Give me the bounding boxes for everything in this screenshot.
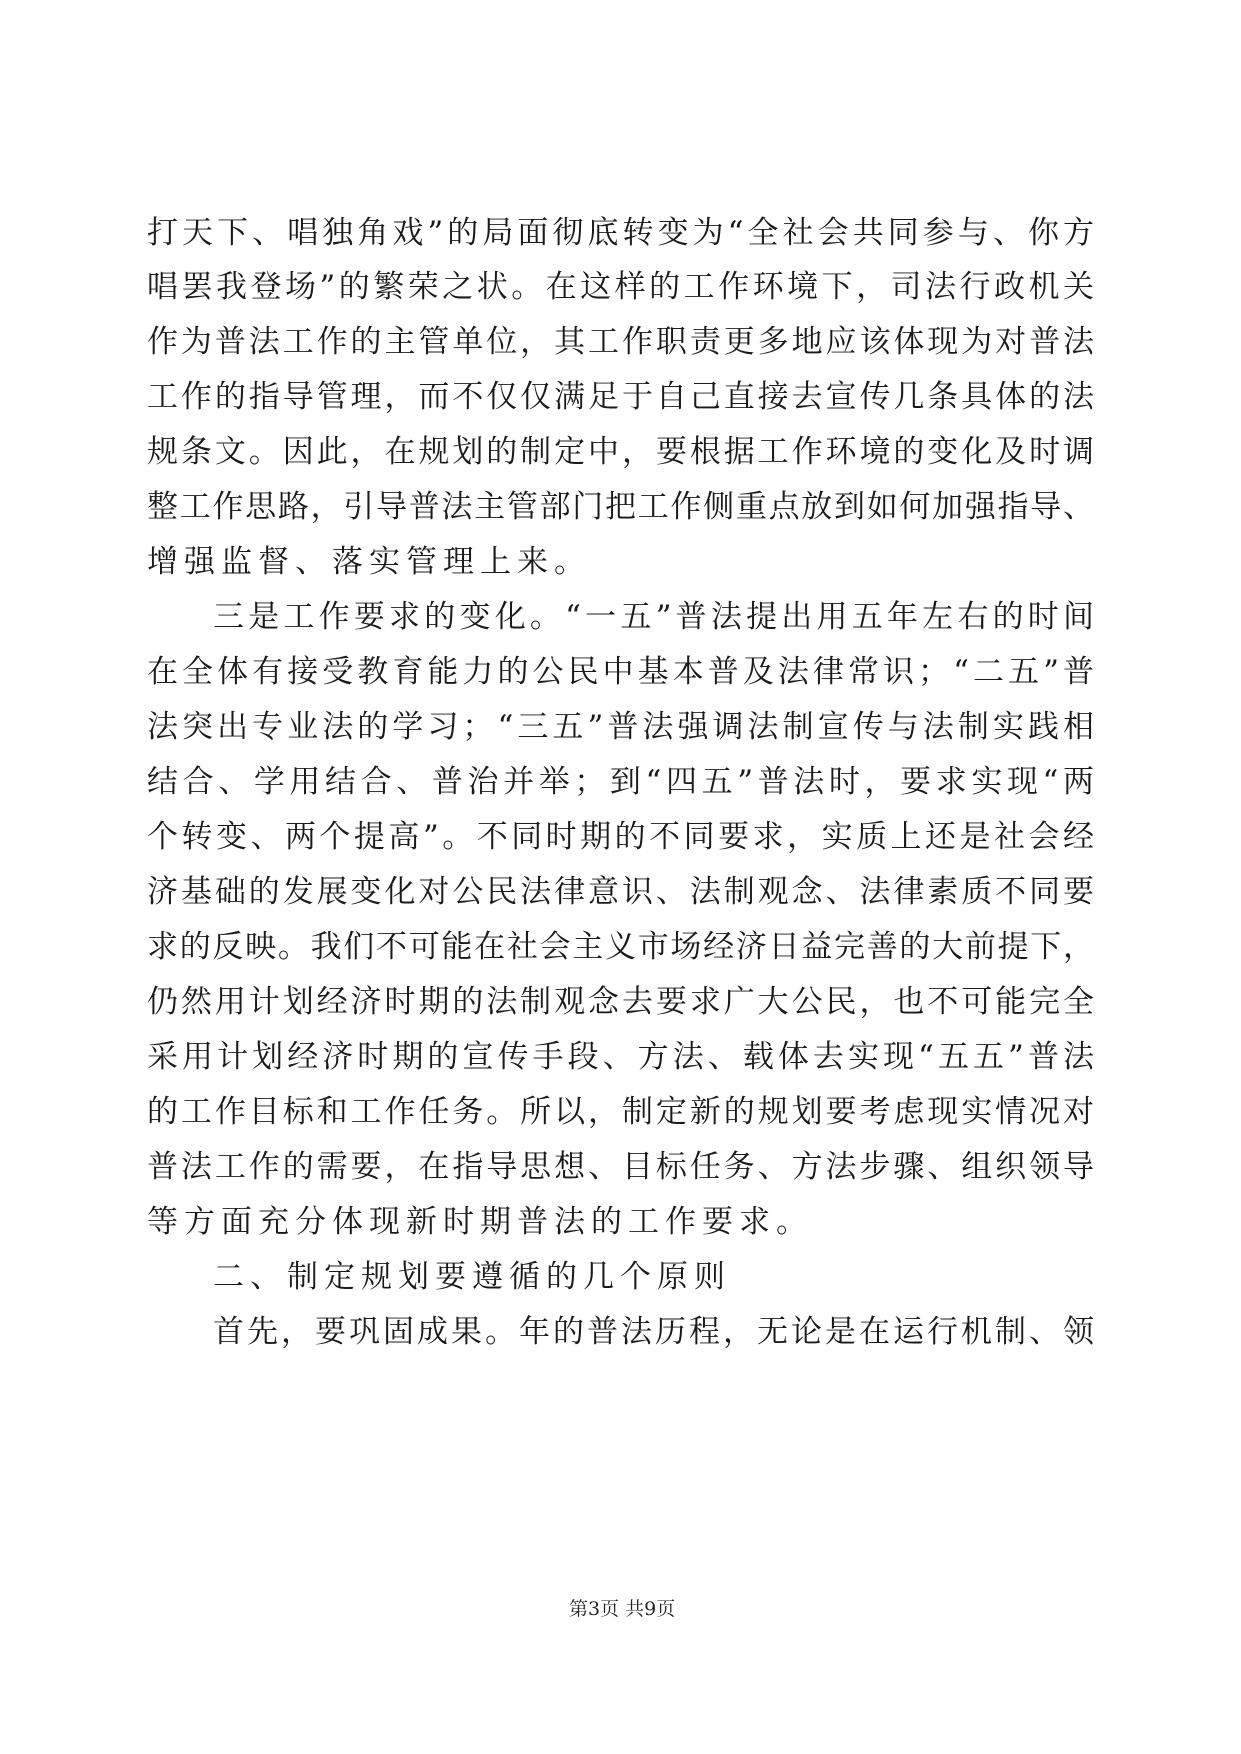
page-footer: 第3页 共9页 bbox=[569, 1598, 676, 1620]
text-line-11: 结合、学用结合、普治并举；到“四五”普法时，要求实现“两 bbox=[147, 764, 1099, 800]
text-line-6: 整工作思路，引导普法主管部门把工作侧重点放到如何加强指导、 bbox=[147, 489, 1096, 525]
text-line-4: 工作的指导管理，而不仅仅满足于自己直接去宣传几条具体的法 bbox=[147, 379, 1097, 415]
text-line-18: 普法工作的需要，在指导思想、目标任务、方法步骤、组织领导 bbox=[147, 1149, 1097, 1185]
text-line-19: 等方面充分体现新时期普法的工作要求。 bbox=[147, 1204, 813, 1240]
section-heading: 二、制定规划要遵循的几个原则 bbox=[213, 1259, 731, 1295]
text-line-8: 三是工作要求的变化。“一五”普法提出用五年左右的时间 bbox=[213, 599, 1099, 635]
text-line-13: 济基础的发展变化对公民法律意识、法制观念、法律素质不同要 bbox=[147, 874, 1097, 910]
text-line-7: 增强监督、落实管理上来。 bbox=[147, 544, 591, 580]
text-line-10: 法突出专业法的学习；“三五”普法强调法制宣传与法制实践相 bbox=[147, 709, 1099, 745]
text-line-5: 规条文。因此，在规划的制定中，要根据工作环境的变化及时调 bbox=[147, 434, 1097, 470]
text-line-3: 作为普法工作的主管单位，其工作职责更多地应该体现为对普法 bbox=[147, 324, 1097, 360]
text-line-21: 首先，要巩固成果。年的普法历程，无论是在运行机制、领 bbox=[213, 1314, 1097, 1350]
text-line-17: 的工作目标和工作任务。所以，制定新的规划要考虑现实情况对 bbox=[147, 1094, 1097, 1130]
text-line-12: 个转变、两个提高”。不同时期的不同要求，实质上还是社会经 bbox=[147, 819, 1098, 855]
text-line-14: 求的反映。我们不可能在社会主义市场经济日益完善的大前提下， bbox=[147, 929, 1096, 965]
text-line-16: 采用计划经济时期的宣传手段、方法、载体去实现“五五”普法 bbox=[147, 1039, 1099, 1075]
text-line-1: 打天下、唱独角戏”的局面彻底转变为“全社会共同参与、你方 bbox=[147, 215, 1099, 251]
text-line-15: 仍然用计划经济时期的法制观念去要求广大公民，也不可能完全 bbox=[147, 984, 1097, 1020]
text-line-9: 在全体有接受教育能力的公民中基本普及法律常识；“二五”普 bbox=[147, 654, 1099, 690]
text-line-2: 唱罢我登场”的繁荣之状。在这样的工作环境下，司法行政机关 bbox=[147, 269, 1098, 305]
